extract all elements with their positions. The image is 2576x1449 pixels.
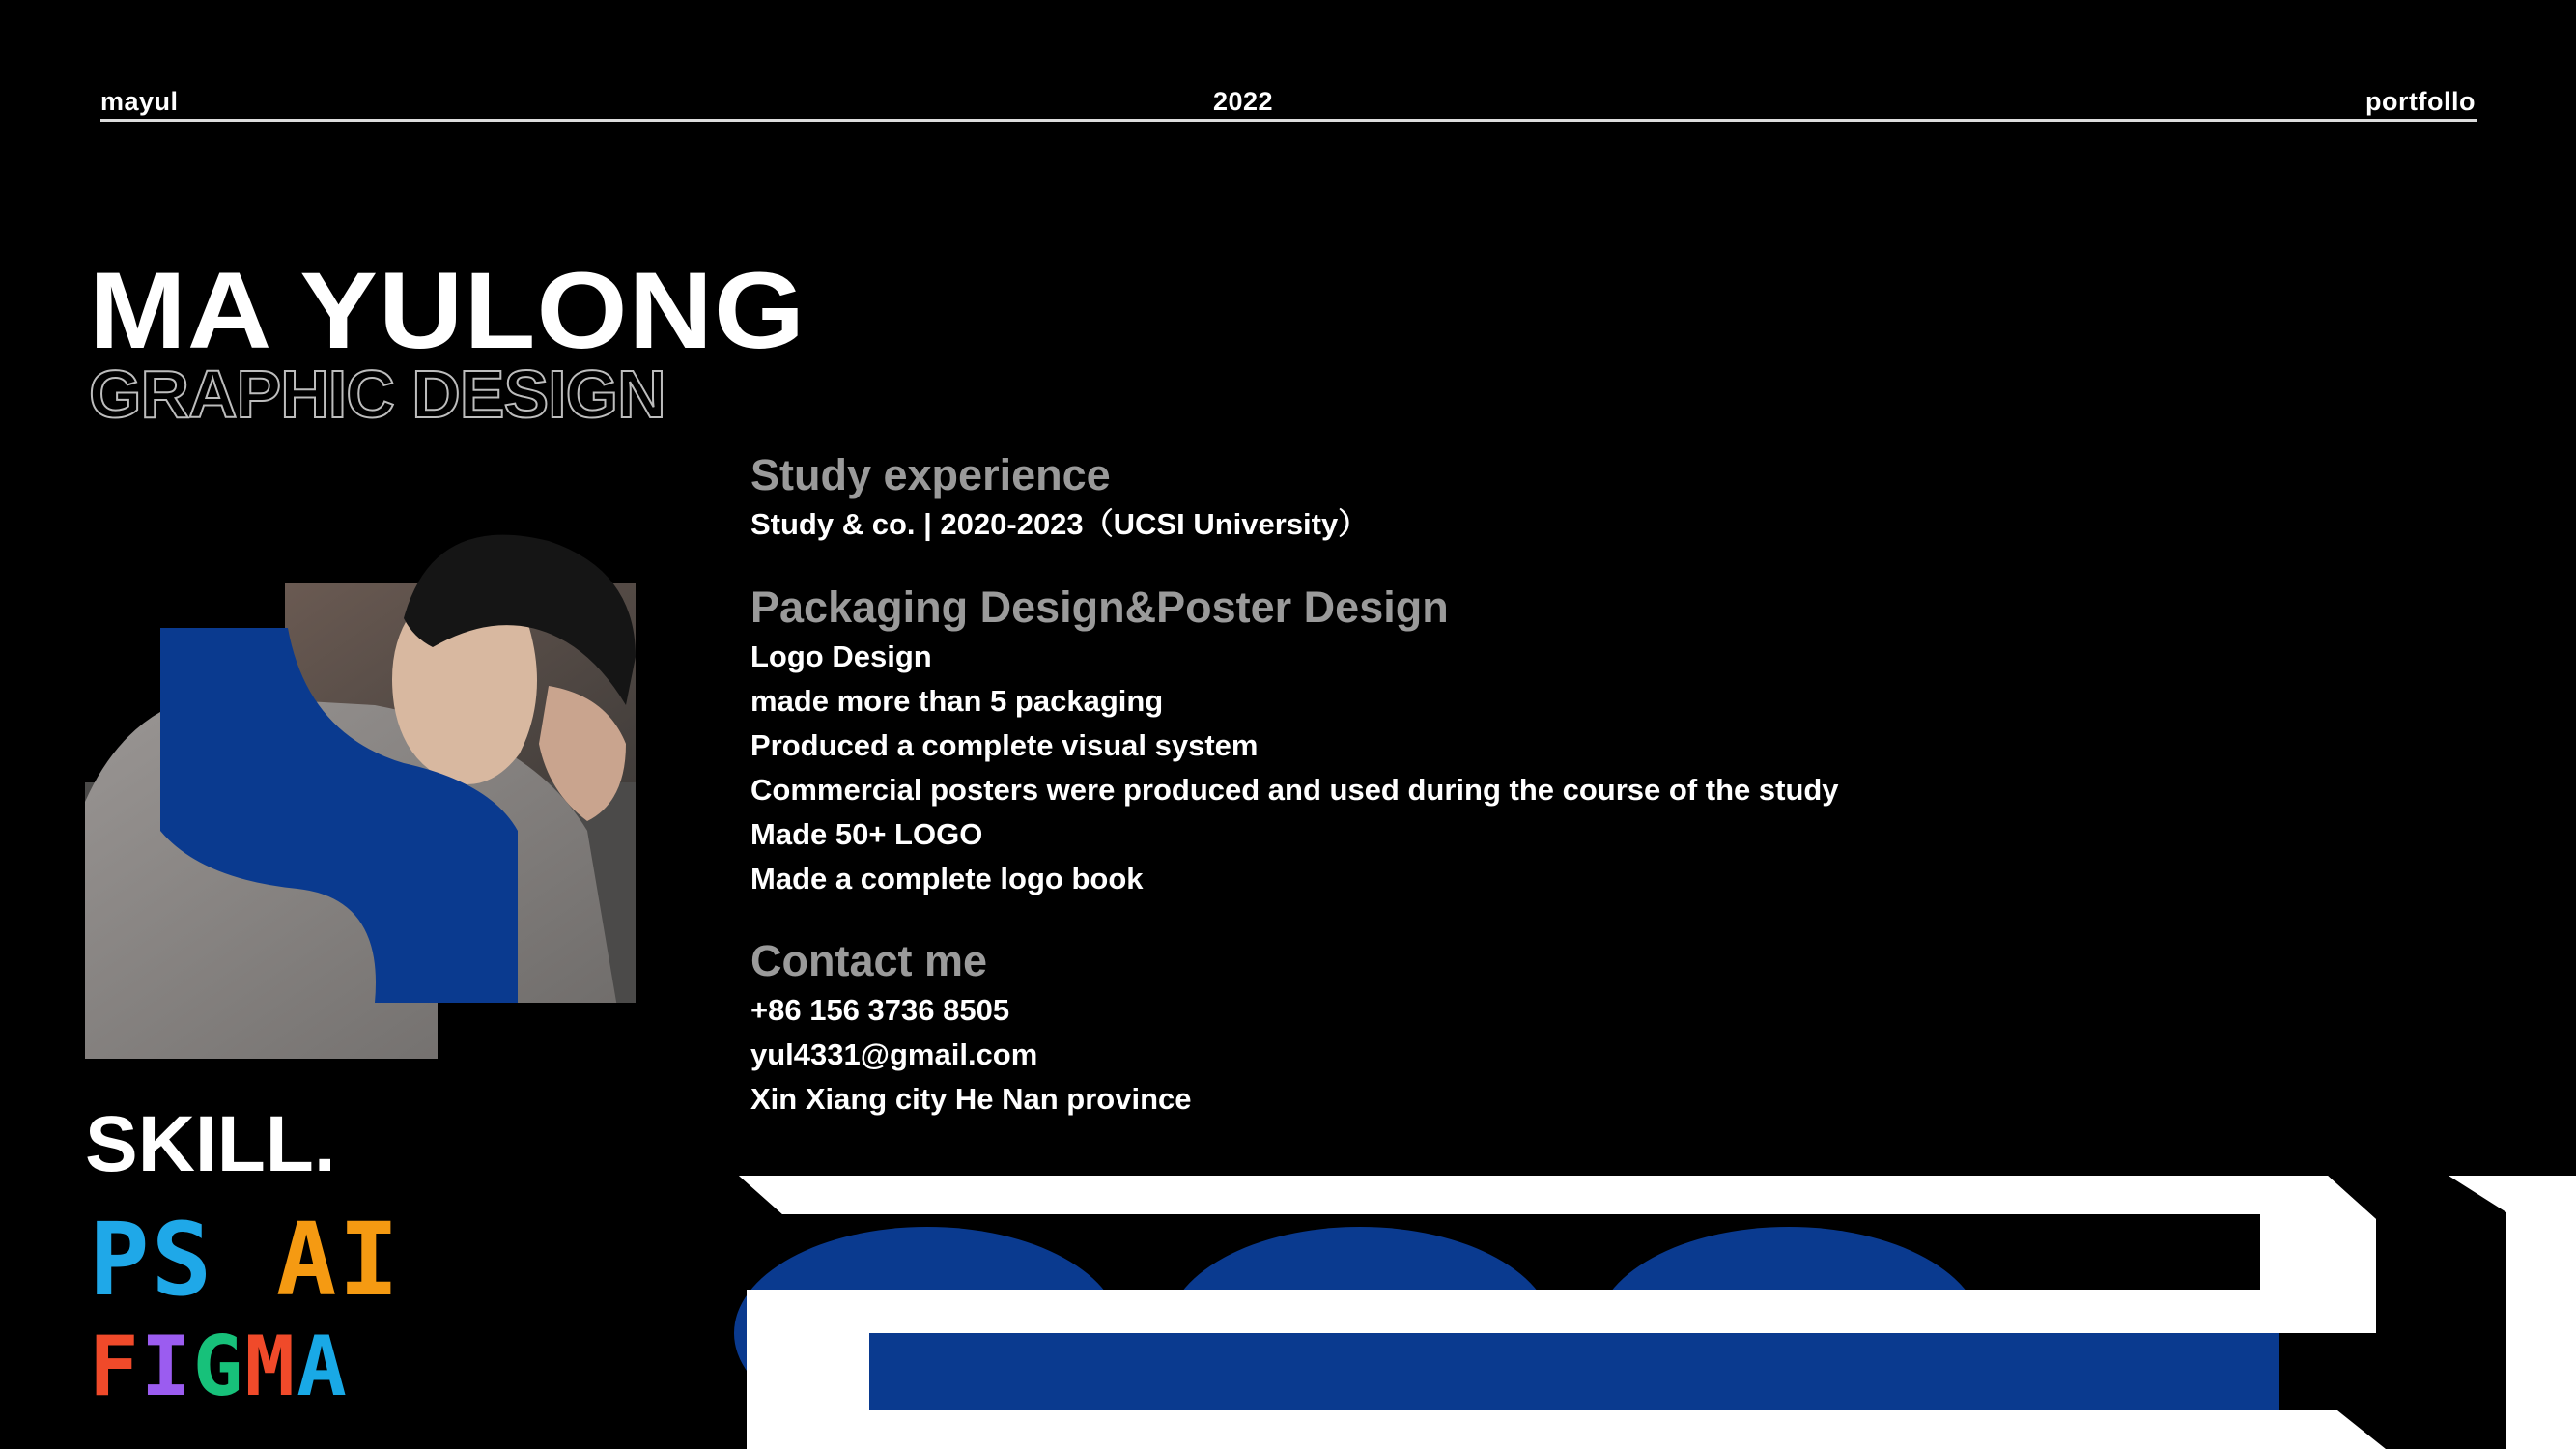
skill-figma-i: I [140, 1319, 193, 1415]
skill-figma-m: M [244, 1319, 297, 1415]
design-item: Made 50+ LOGO [750, 817, 983, 851]
page-subtitle: GRAPHIC DESIGN [89, 356, 665, 432]
skill-ps-label: PS [89, 1201, 214, 1319]
design-item: Logo Design [750, 639, 932, 673]
skill-figma-g: G [192, 1319, 245, 1415]
design-item: Produced a complete visual system [750, 728, 1259, 762]
contact-email: yul4331@gmail.com [750, 1037, 1038, 1071]
skill-ps [89, 1201, 402, 1319]
decorative-2022-graphic [734, 1169, 2576, 1449]
skill-figma-a: A [297, 1319, 349, 1415]
portrait-mask-bottom [438, 1003, 645, 1059]
portrait-graphic [85, 512, 645, 1059]
study-detail: Study & co. | 2020-2023（UCSI University） [750, 507, 1369, 541]
skill-ai-label: AI [275, 1201, 402, 1319]
study-heading: Study experience [750, 450, 1111, 499]
skill-figma [89, 1319, 349, 1415]
decor-white-angle [2449, 1176, 2576, 1449]
skill-figma-f: F [89, 1319, 141, 1415]
contact-phone: +86 156 3736 8505 [750, 993, 1010, 1027]
design-item: Commercial posters were produced and used during the course of the study [750, 773, 1839, 807]
decor-blue-bar [869, 1333, 2279, 1410]
portrait-mask-right [636, 512, 645, 1059]
skill-heading: SKILL. [85, 1100, 336, 1188]
design-item: made more than 5 packaging [750, 684, 1164, 718]
design-heading: Packaging Design&Poster Design [750, 582, 1449, 632]
design-item: Made a complete logo book [750, 862, 1144, 895]
header-year: 2022 [1213, 87, 1274, 116]
contact-heading: Contact me [750, 936, 988, 985]
header-left-label: mayul [100, 87, 179, 116]
header-right-label: portfollo [2365, 87, 2476, 116]
contact-address: Xin Xiang city He Nan province [750, 1082, 1192, 1116]
header-divider [100, 119, 2477, 122]
page-title: MA YULONG [89, 250, 807, 371]
